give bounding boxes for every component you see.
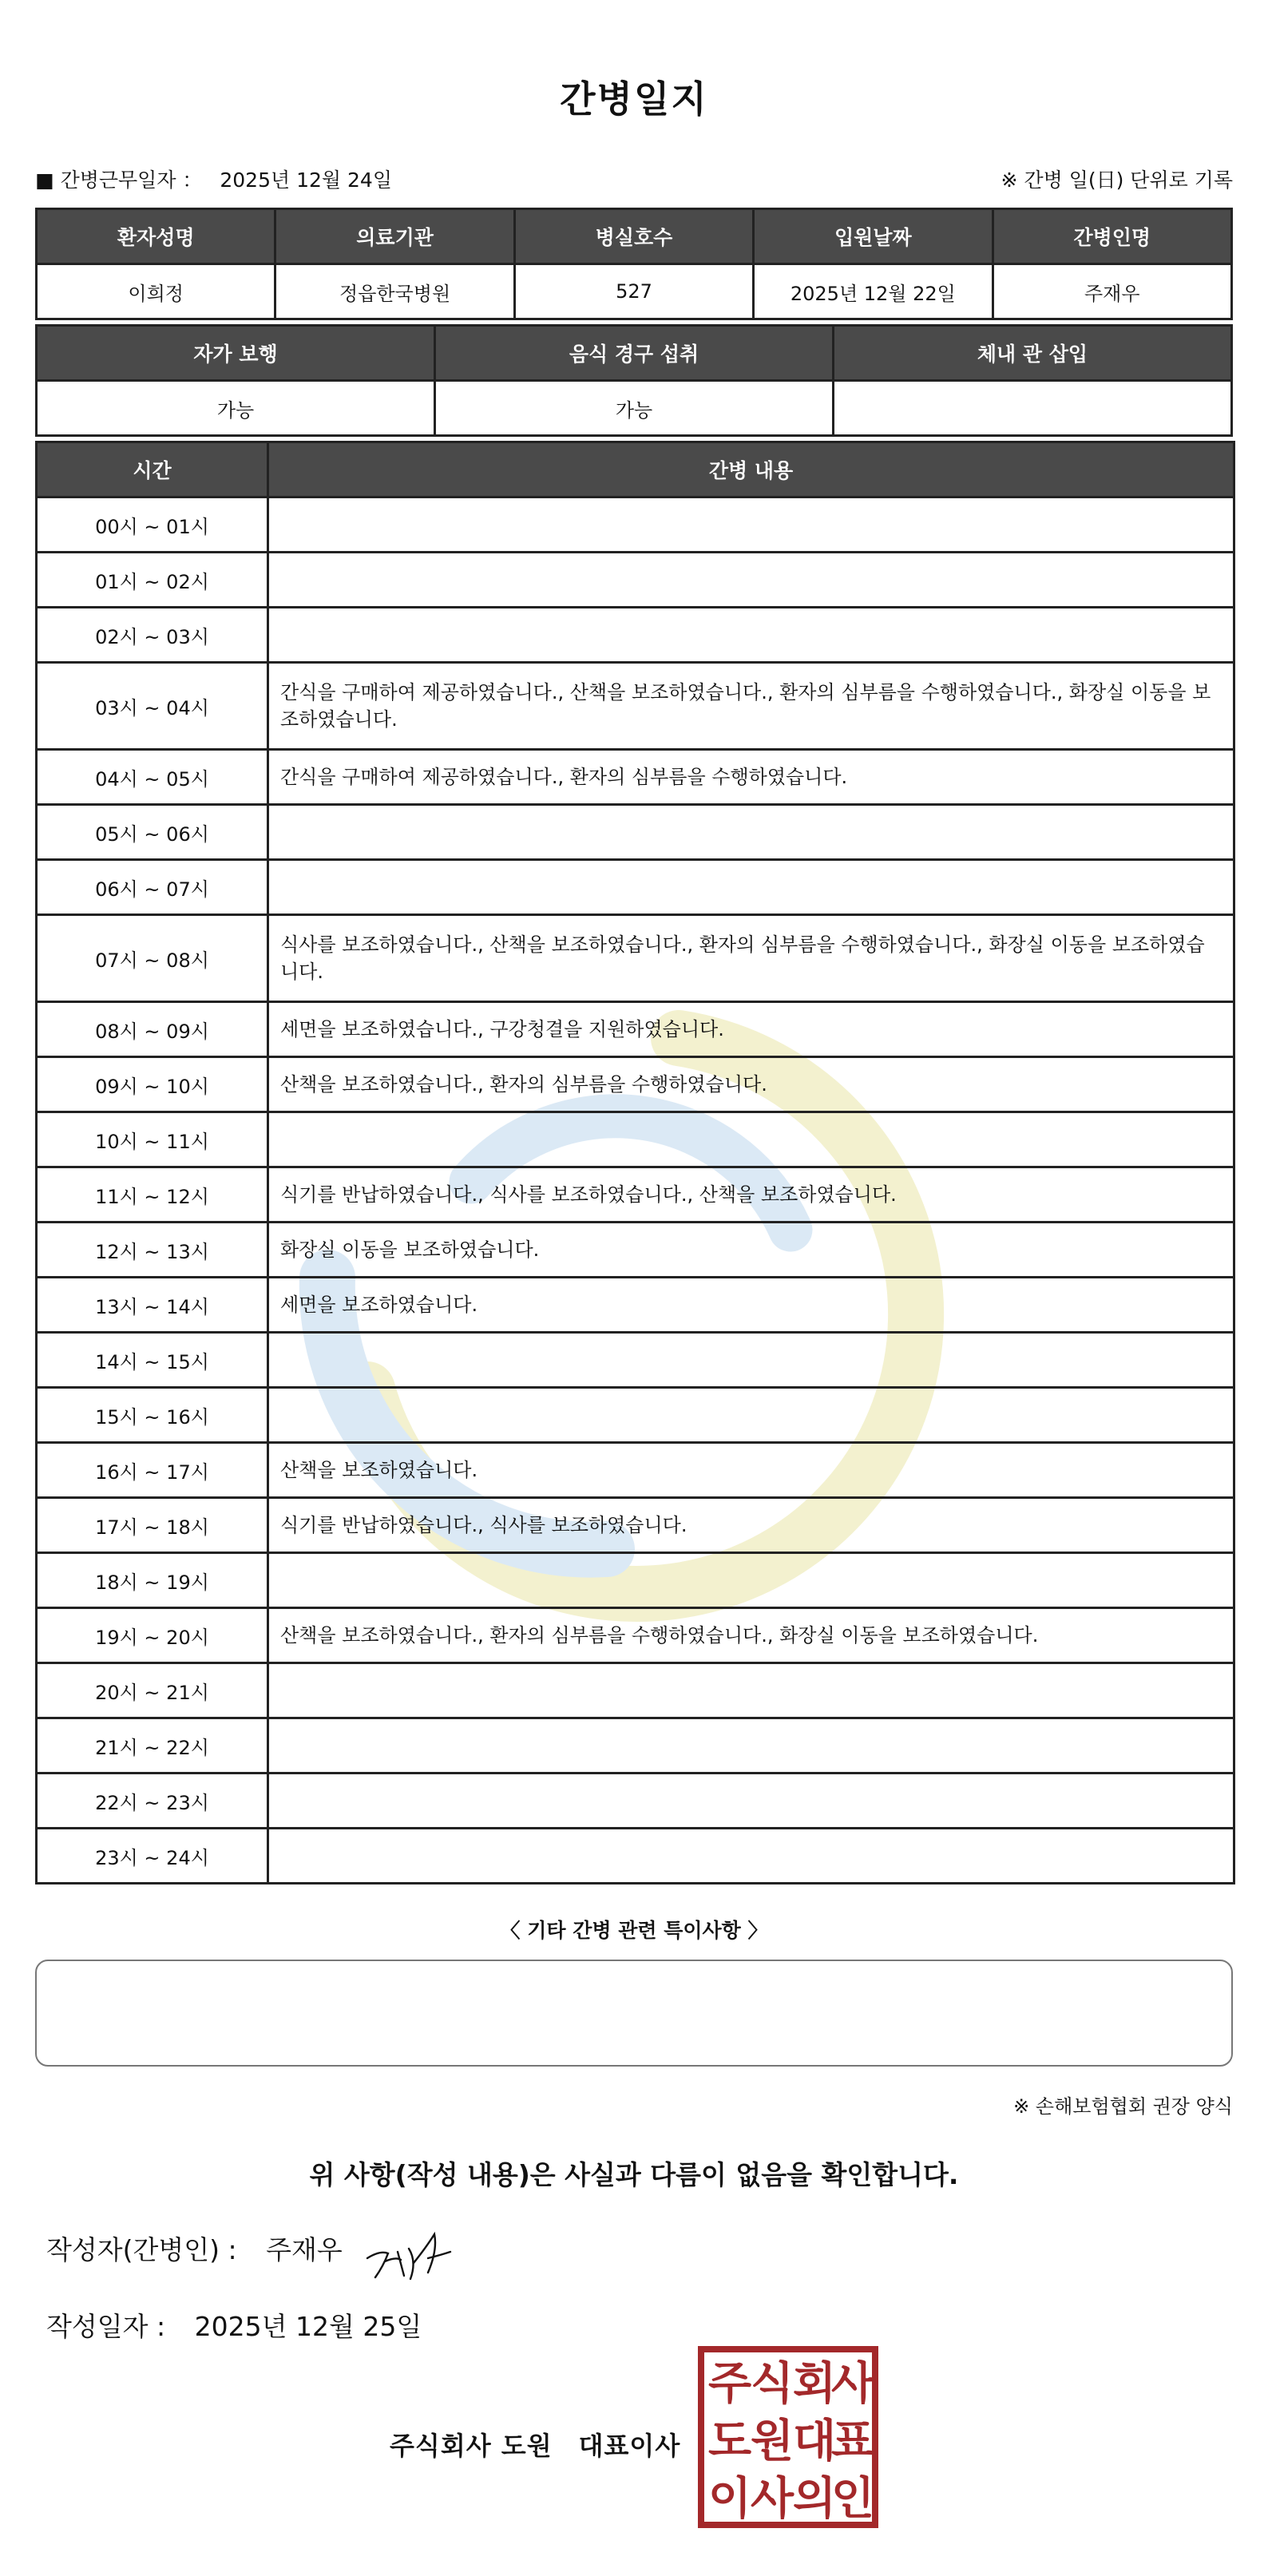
table-row: [37, 663, 1234, 750]
work-date: [35, 164, 392, 193]
table-row: [37, 1057, 1234, 1112]
care-content-cell: [268, 860, 1234, 915]
care-content-cell: [268, 1333, 1234, 1388]
table-row: [37, 1333, 1234, 1388]
care-content-cell: [268, 608, 1234, 663]
svg-text:주: 주: [707, 2358, 752, 2410]
table-row: [37, 1829, 1234, 1884]
table-row: [37, 1498, 1234, 1553]
care-content-cell: 간식을 구매하여 제공하였습니다., 환자의 심부름을 수행하였습니다.: [268, 750, 1234, 805]
status-value-row: [37, 381, 1232, 436]
care-content-cell: [268, 1553, 1234, 1608]
time-cell: 10시 ~ 11시: [37, 1112, 268, 1167]
svg-text:도: 도: [707, 2415, 752, 2467]
page-title: 간병일지: [560, 77, 708, 121]
svg-text:식: 식: [750, 2358, 794, 2410]
time-cell: 02시 ~ 03시: [37, 608, 268, 663]
table-row: [37, 1663, 1234, 1718]
care-content-cell: 산책을 보조하였습니다., 환자의 심부름을 수행하였습니다., 화장실 이동을 보조하였습니다.: [268, 1608, 1234, 1663]
status-header: 체내 관 삽입: [834, 326, 1232, 381]
unit-note: ※ 간병 일(日) 단위로 기록: [1001, 168, 1233, 192]
table-row: [37, 553, 1234, 608]
table-row: [37, 1388, 1234, 1443]
date-value: 2025년 12월 25일: [194, 2311, 422, 2342]
table-row: [37, 860, 1234, 915]
time-cell: 12시 ~ 13시: [37, 1223, 268, 1278]
care-content-cell: [268, 1718, 1234, 1773]
time-cell: 22시 ~ 23시: [37, 1773, 268, 1829]
care-content-cell: [268, 497, 1234, 553]
patient-status-table: [35, 324, 1233, 437]
caregiver-name: 주재우: [993, 264, 1231, 319]
room-number: 527: [514, 264, 753, 319]
time-cell: 23시 ~ 24시: [37, 1829, 268, 1884]
time-cell: 20시 ~ 21시: [37, 1663, 268, 1718]
time-cell: 16시 ~ 17시: [37, 1443, 268, 1498]
time-cell: 01시 ~ 02시: [37, 553, 268, 608]
work-date-value: 2025년 12월 24일: [220, 168, 392, 192]
table-row: [37, 608, 1234, 663]
svg-text:사: 사: [830, 2358, 875, 2410]
patient-name: 이희정: [37, 264, 275, 319]
work-date-label: ■ 간병근무일자 ：: [35, 168, 203, 192]
info-header: 환자성명: [37, 209, 275, 264]
care-content-cell: 식기를 반납하였습니다., 식사를 보조하였습니다.: [268, 1498, 1234, 1553]
table-row: [37, 1278, 1234, 1333]
log-body: [37, 497, 1234, 1884]
info-header-row: [37, 209, 1232, 264]
care-content-cell: [268, 1112, 1234, 1167]
svg-text:원: 원: [750, 2415, 794, 2467]
confirmation-statement: 위 사항(작성 내용)은 사실과 다름이 없음을 확인합니다.: [309, 2159, 959, 2190]
signature-icon: [361, 2220, 473, 2292]
table-row: [37, 1718, 1234, 1773]
table-row: [37, 915, 1234, 1002]
table-row: [37, 1608, 1234, 1663]
table-row: [37, 750, 1234, 805]
time-cell: 08시 ~ 09시: [37, 1002, 268, 1057]
info-header: 병실호수: [514, 209, 753, 264]
writer-label: 작성자(간병인) :: [46, 2234, 237, 2265]
time-cell: 13시 ~ 14시: [37, 1278, 268, 1333]
care-content-cell: [268, 805, 1234, 860]
time-cell: 04시 ~ 05시: [37, 750, 268, 805]
oral-intake-status: 가능: [435, 381, 834, 436]
info-header: 의료기관: [275, 209, 514, 264]
care-content-cell: [268, 1829, 1234, 1884]
walking-status: 가능: [37, 381, 435, 436]
table-row: [37, 1223, 1234, 1278]
care-content-cell: 식사를 보조하였습니다., 산책을 보조하였습니다., 환자의 심부름을 수행하였습니다., 화장실 이동을 보조하였습니다.: [268, 915, 1234, 1002]
table-row: [37, 1002, 1234, 1057]
time-cell: 21시 ~ 22시: [37, 1718, 268, 1773]
care-content-cell: 세면을 보조하였습니다.: [268, 1278, 1234, 1333]
time-cell: 03시 ~ 04시: [37, 663, 268, 750]
care-content-cell: [268, 1773, 1234, 1829]
meta-row: [35, 164, 1233, 196]
time-cell: 09시 ~ 10시: [37, 1057, 268, 1112]
time-cell: 18시 ~ 19시: [37, 1553, 268, 1608]
svg-text:이: 이: [707, 2473, 752, 2525]
svg-text:표: 표: [830, 2415, 875, 2467]
time-cell: 05시 ~ 06시: [37, 805, 268, 860]
patient-info-table: [35, 208, 1233, 320]
tube-insertion-status: [834, 381, 1232, 436]
care-log-table: [35, 441, 1235, 1884]
company-seal-icon: [698, 2346, 878, 2528]
table-row: [37, 1553, 1234, 1608]
svg-text:의: 의: [792, 2473, 837, 2525]
table-row: [37, 497, 1234, 553]
care-content-cell: [268, 1663, 1234, 1718]
time-header: 시간: [37, 442, 268, 497]
admission-date: 2025년 12월 22일: [754, 264, 993, 319]
status-header: 자가 보행: [37, 326, 435, 381]
special-notes-caption: 〈 기타 간병 관련 특이사항 〉: [500, 1919, 768, 1942]
care-content-cell: [268, 1388, 1234, 1443]
info-header: 간병인명: [993, 209, 1231, 264]
table-row: [37, 1112, 1234, 1167]
time-cell: 17시 ~ 18시: [37, 1498, 268, 1553]
time-cell: 19시 ~ 20시: [37, 1608, 268, 1663]
table-row: [37, 1773, 1234, 1829]
svg-text:회: 회: [792, 2358, 837, 2410]
content-header: 간병 내용: [268, 442, 1234, 497]
company-signature: 주식회사 도원 대표이사: [390, 2431, 681, 2461]
svg-text:대: 대: [792, 2415, 837, 2467]
writer-name: 주재우: [266, 2234, 343, 2265]
care-content-cell: 간식을 구매하여 제공하였습니다., 산책을 보조하였습니다., 환자의 심부름을 수행하였습니다., 화장실 이동을 보조하였습니다.: [268, 663, 1234, 750]
info-value-row: [37, 264, 1232, 319]
time-cell: 11시 ~ 12시: [37, 1167, 268, 1223]
care-content-cell: [268, 553, 1234, 608]
care-content-cell: 세면을 보조하였습니다., 구강청결을 지원하였습니다.: [268, 1002, 1234, 1057]
time-cell: 15시 ~ 16시: [37, 1388, 268, 1443]
care-content-cell: 식기를 반납하였습니다., 식사를 보조하였습니다., 산책을 보조하였습니다.: [268, 1167, 1234, 1223]
info-header: 입원날짜: [754, 209, 993, 264]
time-cell: 06시 ~ 07시: [37, 860, 268, 915]
time-cell: 14시 ~ 15시: [37, 1333, 268, 1388]
date-row: [46, 2306, 422, 2344]
special-notes-box: [35, 1960, 1233, 2067]
status-header-row: [37, 326, 1232, 381]
care-content-cell: 화장실 이동을 보조하였습니다.: [268, 1223, 1234, 1278]
time-cell: 00시 ~ 01시: [37, 497, 268, 553]
care-content-cell: 산책을 보조하였습니다.: [268, 1443, 1234, 1498]
log-header-row: [37, 442, 1234, 497]
writer-row: [46, 2229, 343, 2267]
svg-text:사: 사: [750, 2473, 794, 2525]
recommendation-note: ※ 손해보험협회 권장 양식: [1013, 2095, 1233, 2118]
hospital-name: 정읍한국병원: [275, 264, 514, 319]
table-row: [37, 1443, 1234, 1498]
svg-text:인: 인: [830, 2473, 875, 2525]
date-label: 작성일자 :: [46, 2311, 166, 2342]
time-cell: 07시 ~ 08시: [37, 915, 268, 1002]
table-row: [37, 1167, 1234, 1223]
status-header: 음식 경구 섭취: [435, 326, 834, 381]
table-row: [37, 805, 1234, 860]
care-content-cell: 산책을 보조하였습니다., 환자의 심부름을 수행하였습니다.: [268, 1057, 1234, 1112]
